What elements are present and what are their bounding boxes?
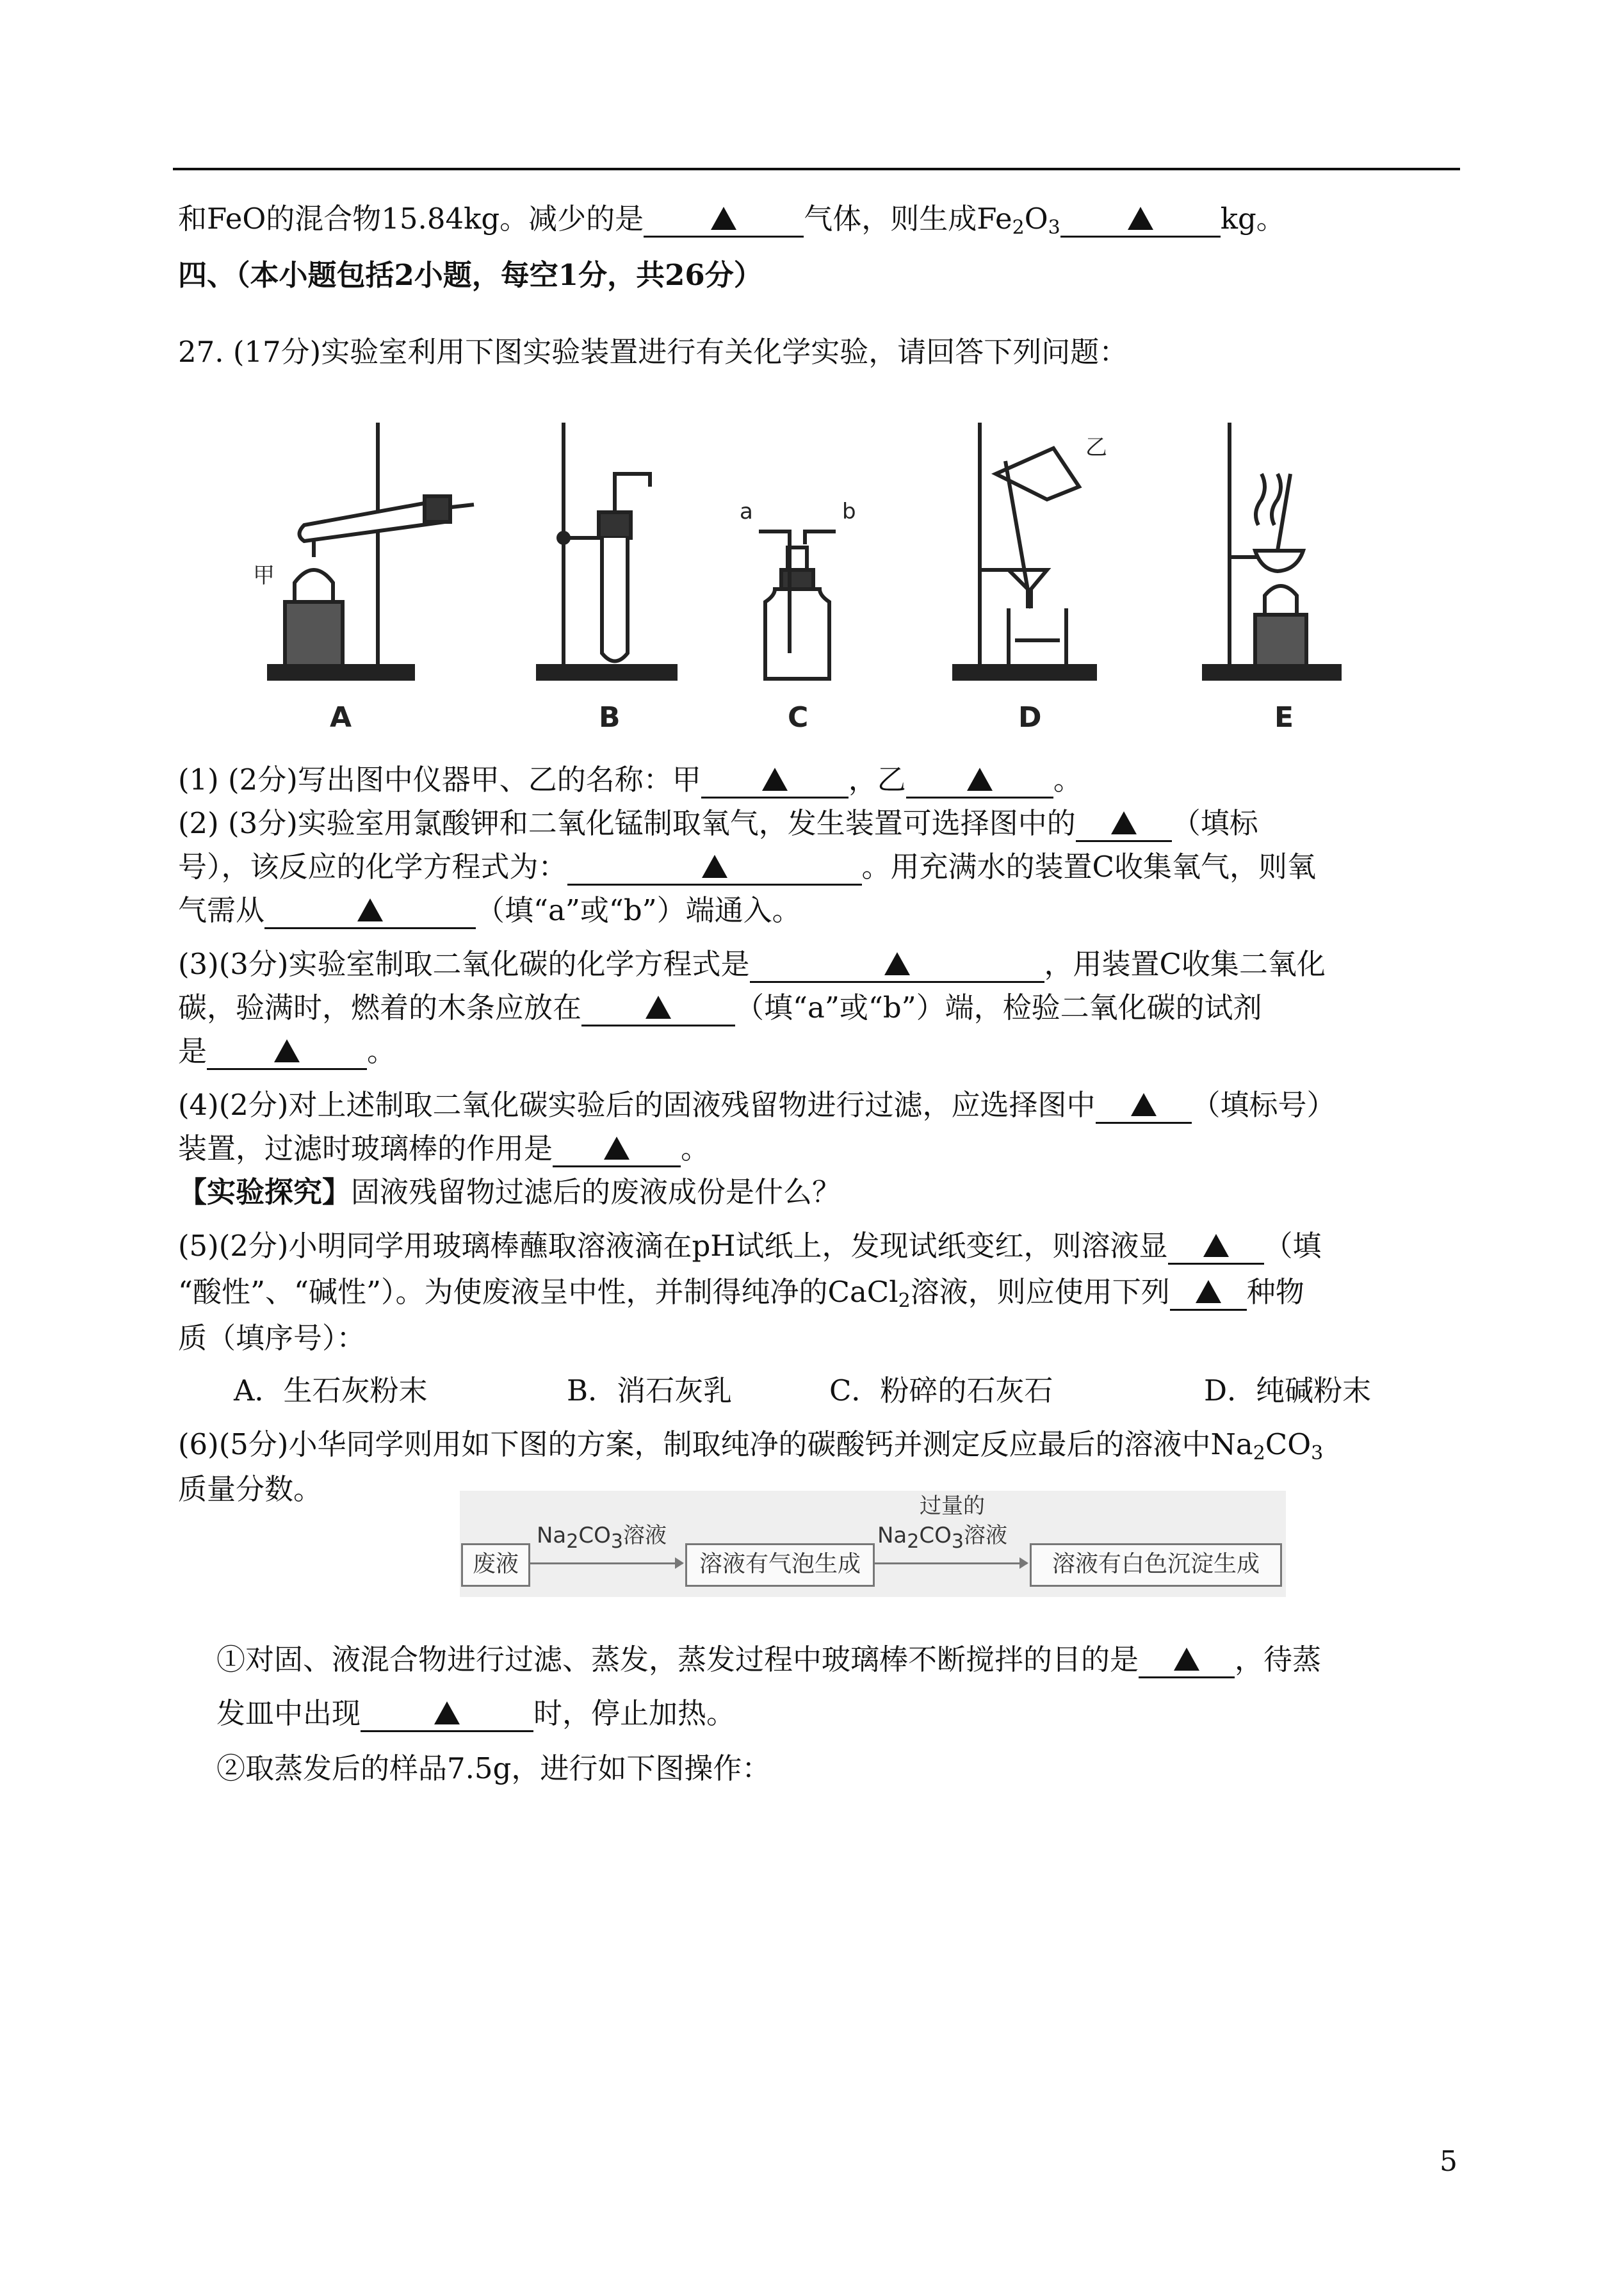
experiment-explore <box>178 1173 841 1212</box>
triangle-icon <box>1128 207 1153 230</box>
triangle-icon <box>357 898 383 921</box>
answer-blank[interactable] <box>264 895 476 929</box>
text: 发皿中出现 <box>216 1696 361 1730</box>
options-row <box>234 1372 1371 1410</box>
text: 溶液 <box>622 1523 667 1548</box>
flow-box-bubbles: 溶液有气泡生成 <box>685 1543 875 1587</box>
text: 溶液，则应使用下列 <box>910 1275 1170 1309</box>
text: （填 <box>1263 1229 1322 1263</box>
text: (2) (3分)实验室用氯酸钾和二氧化锰制取氧气，发生装置可选择图中的 <box>178 806 1076 840</box>
question-5-line-3: 质（填序号）： <box>178 1321 366 1355</box>
subscript: 2 <box>898 1290 911 1312</box>
text: (5)(2分)小明同学用玻璃棒蘸取溶液滴在pH试纸上，发现试纸变红，则溶液显 <box>178 1229 1168 1263</box>
sub-question-2: ②取蒸发后的样品7.5g，进行如下图操作： <box>216 1751 771 1785</box>
question-4-line-2 <box>178 1130 710 1168</box>
text: O <box>1024 202 1048 236</box>
text: (1) (2分)写出图中仪器甲、乙的名称：甲 <box>178 763 701 797</box>
label-e: E <box>1274 701 1294 734</box>
question-3-line-1 <box>178 945 1326 984</box>
explore-tag: 【实验探究】 <box>178 1175 352 1209</box>
answer-blank[interactable] <box>1139 1644 1235 1678</box>
text: 种物 <box>1246 1275 1304 1309</box>
text: （填“a”或“b”）端通入。 <box>476 893 801 927</box>
triangle-icon <box>646 996 671 1019</box>
text: 是 <box>178 1034 207 1068</box>
subscript: 3 <box>1311 1442 1324 1464</box>
answer-blank[interactable] <box>701 765 849 799</box>
triangle-icon <box>1131 1093 1157 1116</box>
label-d: D <box>1018 701 1042 734</box>
flow-arrow-1 <box>529 1562 683 1564</box>
label-a: A <box>330 701 352 734</box>
triangle-icon <box>1203 1234 1229 1257</box>
text: ，用装置C收集二氧化 <box>1044 947 1326 981</box>
question-2-line-3 <box>178 891 801 930</box>
sub-question-1-line-1 <box>216 1641 1321 1679</box>
question-4-line-1 <box>178 1086 1336 1124</box>
triangle-icon <box>702 855 727 878</box>
text: Na <box>537 1523 567 1548</box>
triangle-icon <box>604 1137 629 1160</box>
triangle-icon <box>967 768 993 791</box>
text: 。 <box>367 1034 396 1068</box>
text: 。 <box>681 1131 710 1165</box>
answer-blank[interactable] <box>581 993 735 1026</box>
question-6-line-2: 质量分数。 <box>178 1472 323 1506</box>
text: ，乙 <box>848 763 906 797</box>
option-a: A．生石灰粉末 <box>234 1374 428 1407</box>
text: Na <box>877 1523 907 1548</box>
answer-blank[interactable] <box>361 1698 533 1732</box>
subscript: 3 <box>951 1530 964 1553</box>
sub-question-1-line-2 <box>216 1694 735 1733</box>
option-d: D．纯碱粉末 <box>1204 1374 1372 1407</box>
text: 和FeO的混合物15.84kg。减少的是 <box>178 202 644 236</box>
text: (3)(3分)实验室制取二氧化碳的化学方程式是 <box>178 947 750 981</box>
triangle-icon <box>762 768 788 791</box>
question-5-line-1 <box>178 1227 1322 1265</box>
flow-box-waste: 废液 <box>461 1543 530 1587</box>
flow-arrow-1-label <box>537 1518 667 1553</box>
answer-blank[interactable] <box>207 1036 367 1070</box>
flow-arrow-2-label <box>877 1518 1007 1553</box>
apparatus-diagram <box>253 397 1342 736</box>
answer-blank[interactable] <box>1168 1231 1264 1265</box>
answer-blank[interactable] <box>1060 204 1221 238</box>
triangle-icon <box>274 1039 300 1062</box>
option-b: B．消石灰乳 <box>567 1374 733 1407</box>
text: 号），该反应的化学方程式为： <box>178 850 567 884</box>
text: CO <box>919 1523 952 1548</box>
answer-blank[interactable] <box>1170 1277 1247 1311</box>
continuation-line <box>178 200 1285 247</box>
answer-blank[interactable] <box>750 949 1044 983</box>
text: (6)(5分)小华同学则用如下图的方案，制取纯净的碳酸钙并测定反应最后的溶液中Na <box>178 1427 1253 1461</box>
flow-diagram <box>460 1491 1286 1597</box>
label-yi: 乙 <box>1085 435 1107 460</box>
answer-blank[interactable] <box>1076 808 1172 842</box>
text: 气体，则生成Fe <box>804 202 1012 236</box>
text: CO <box>578 1523 611 1548</box>
question-3-line-3 <box>178 1032 396 1071</box>
triangle-icon <box>1196 1280 1221 1303</box>
triangle-icon <box>1111 811 1137 834</box>
flow-box-precipitate: 溶液有白色沉淀生成 <box>1030 1543 1282 1587</box>
option-c: C．粉碎的石灰石 <box>829 1374 1053 1407</box>
page-number: 5 <box>1440 2145 1458 2178</box>
question-3-line-2 <box>178 989 1262 1027</box>
text: 气需从 <box>178 893 265 927</box>
triangle-icon <box>1174 1648 1199 1671</box>
text: 碳，验满时，燃着的木条应放在 <box>178 991 582 1025</box>
answer-blank[interactable] <box>644 204 804 238</box>
answer-blank[interactable] <box>1096 1090 1192 1124</box>
triangle-icon <box>884 952 910 975</box>
text: 。 <box>1053 763 1082 797</box>
answer-blank[interactable] <box>553 1133 681 1167</box>
question-5-line-2 <box>178 1273 1304 1320</box>
question-2-line-1 <box>178 804 1258 843</box>
triangle-icon <box>434 1701 460 1724</box>
port-b-label: b <box>842 499 856 524</box>
label-jia: 甲 <box>253 563 275 588</box>
question-1 <box>178 761 1082 799</box>
header-rule <box>173 168 1460 170</box>
text: “酸性”、“碱性”）。为使废液呈中性，并制得纯净的CaCl <box>178 1275 898 1309</box>
flow-arrow-2 <box>873 1562 1027 1564</box>
text: 装置，过滤时玻璃棒的作用是 <box>178 1131 553 1165</box>
text: （填标 <box>1171 806 1258 840</box>
subscript: 3 <box>610 1530 623 1553</box>
text: (4)(2分)对上述制取二氧化碳实验后的固液残留物进行过滤，应选择图中 <box>178 1088 1096 1122</box>
text: 溶液 <box>963 1523 1007 1548</box>
text: 。用充满水的装置C收集氧气，则氧 <box>861 850 1316 884</box>
text: ①对固、液混合物进行过滤、蒸发，蒸发过程中玻璃棒不断搅拌的目的是 <box>216 1642 1139 1676</box>
subscript: 3 <box>1048 216 1060 239</box>
label-b: B <box>599 701 621 734</box>
flow-arrow-2-top: 过量的 <box>920 1493 985 1519</box>
question-2-line-2 <box>178 848 1316 886</box>
subscript: 2 <box>1253 1442 1265 1464</box>
question-6-line-1 <box>178 1425 1323 1473</box>
section-title: 四、（本小题包括2小题，每空1分，共26分） <box>178 258 763 292</box>
question-27: 27. (17分)实验室利用下图实验装置进行有关化学实验，请回答下列问题： <box>178 335 1128 369</box>
triangle-icon <box>711 207 736 230</box>
text: ，待蒸 <box>1235 1642 1322 1676</box>
subscript: 2 <box>907 1530 920 1553</box>
label-c: C <box>788 701 809 734</box>
answer-blank[interactable] <box>567 852 862 886</box>
text: 时，停止加热。 <box>533 1696 736 1730</box>
text: （填“a”或“b”）端，检验二氧化碳的试剂 <box>735 991 1262 1025</box>
subscript: 2 <box>1012 216 1025 239</box>
answer-blank[interactable] <box>906 765 1053 799</box>
text: 固液残留物过滤后的废液成份是什么？ <box>351 1175 841 1209</box>
text: （填标号） <box>1191 1088 1336 1122</box>
text: kg。 <box>1220 202 1285 236</box>
text: CO <box>1265 1427 1311 1461</box>
subscript: 2 <box>566 1530 579 1553</box>
port-a-label: a <box>740 499 753 524</box>
